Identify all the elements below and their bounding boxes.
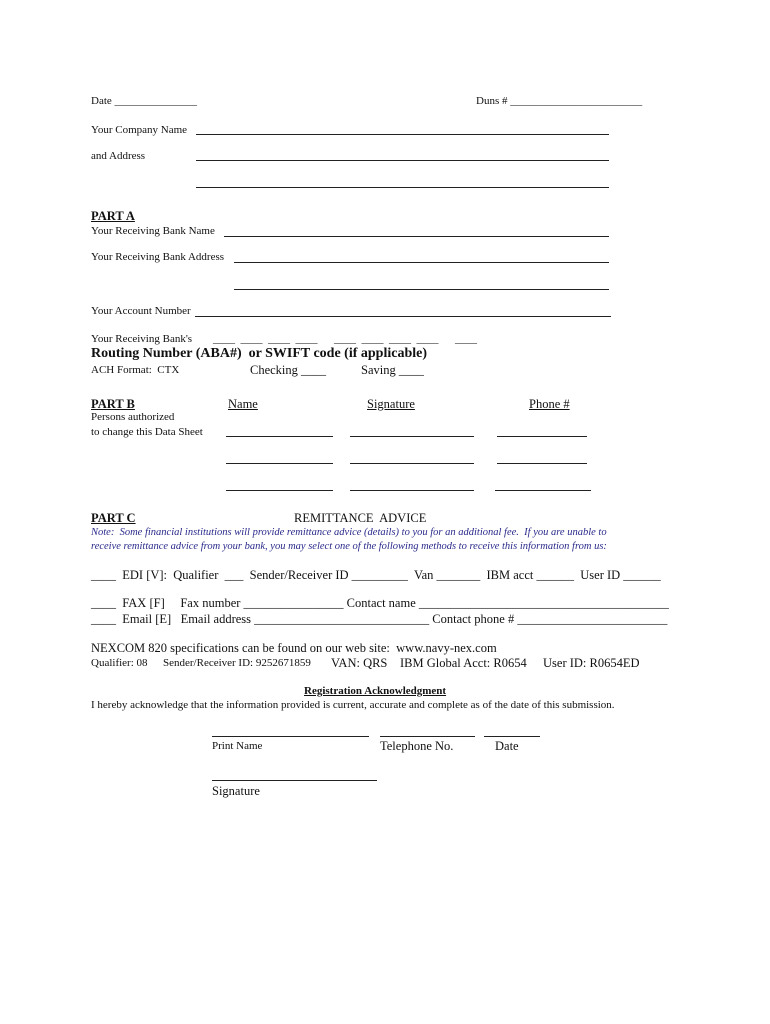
routing-number-heading: Routing Number (ABA#) or SWIFT code (if applicable) (91, 346, 428, 361)
date-line[interactable] (484, 736, 540, 737)
bank-address-line-2[interactable] (234, 289, 609, 290)
fax-option-line[interactable]: ____ FAX [F] Fax number ________________ Contact name ________________________________________ (91, 596, 669, 610)
ibm-acct-value: IBM Global Acct: R0654 (400, 656, 527, 670)
print-name-label: Print Name (212, 740, 263, 752)
duns-field-label: Duns # ________________________ (476, 95, 643, 107)
telephone-label: Telephone No. (380, 739, 454, 753)
col-signature-header: Signature (367, 397, 415, 411)
acknowledgment-text: I hereby acknowledge that the information provided is current, accurate and complete as of the date of this submission. (91, 699, 615, 711)
signature-line-1[interactable] (350, 436, 474, 437)
address-line-1[interactable] (196, 160, 609, 161)
signature-line-2[interactable] (350, 463, 474, 464)
name-line-3[interactable] (226, 490, 333, 491)
qualifier-value: Qualifier: 08 (91, 657, 148, 669)
address-label: and Address (91, 150, 146, 162)
routing-number-blanks[interactable]: ____ ____ ____ ____ ____ ____ ____ ____ ____ (213, 333, 477, 345)
name-line-2[interactable] (226, 463, 333, 464)
part-c-heading: PART C (91, 511, 136, 525)
print-name-line[interactable] (212, 736, 369, 737)
bank-address-label: Your Receiving Bank Address (91, 251, 225, 263)
part-b-desc-1: Persons authorized (91, 411, 175, 423)
acknowledgment-heading: Registration Acknowledgment (304, 685, 447, 697)
user-id-value: User ID: R0654ED (543, 656, 640, 670)
phone-line-1[interactable] (497, 436, 587, 437)
signature-line-3[interactable] (350, 490, 474, 491)
date-signature-label: Date (495, 739, 519, 753)
email-option-line[interactable]: ____ Email [E] Email address ____________________________ Contact phone # ________________________ (91, 612, 668, 626)
col-phone-header: Phone # (529, 397, 570, 411)
bank-name-label: Your Receiving Bank Name (91, 225, 215, 237)
date-field-label: Date _______________ (91, 95, 198, 107)
phone-line-2[interactable] (497, 463, 587, 464)
signature-line[interactable] (212, 780, 377, 781)
bank-name-line[interactable] (224, 236, 609, 237)
remittance-advice-title: REMITTANCE ADVICE (294, 511, 427, 525)
van-value: VAN: QRS (331, 656, 388, 670)
company-name-line[interactable] (196, 134, 609, 135)
account-number-line[interactable] (195, 316, 611, 317)
edi-option-line[interactable]: ____ EDI [V]: Qualifier ___ Sender/Receiver ID _________ Van _______ IBM acct ______ User ID ______ (91, 568, 661, 582)
part-a-heading: PART A (91, 209, 135, 223)
checking-option[interactable]: Checking ____ (250, 363, 327, 377)
part-b-desc-2: to change this Data Sheet (91, 426, 203, 438)
sender-receiver-value: Sender/Receiver ID: 9252671859 (163, 657, 311, 669)
company-name-label: Your Company Name (91, 124, 188, 136)
phone-line-3[interactable] (495, 490, 591, 491)
ach-format-label: ACH Format: CTX (91, 364, 180, 376)
col-name-header: Name (228, 397, 258, 411)
saving-option[interactable]: Saving ____ (361, 363, 424, 377)
bank-address-line-1[interactable] (234, 262, 609, 263)
routing-prefix-label: Your Receiving Bank's (91, 333, 193, 345)
address-line-2[interactable] (196, 187, 609, 188)
name-line-1[interactable] (226, 436, 333, 437)
signature-label: Signature (212, 784, 260, 798)
part-b-heading: PART B (91, 397, 135, 411)
note-line-1: Note: Some financial institutions will provide remittance advice (details) to you for an additional fee. If you are unable to (91, 527, 607, 538)
account-number-label: Your Account Number (91, 305, 191, 317)
telephone-line[interactable] (380, 736, 475, 737)
note-line-2: receive remittance advice from your bank, you may select one of the following methods to receive this information from us: (91, 541, 607, 552)
nexcom-specs-line: NEXCOM 820 specifications can be found on our web site: www.navy-nex.com (91, 641, 497, 655)
